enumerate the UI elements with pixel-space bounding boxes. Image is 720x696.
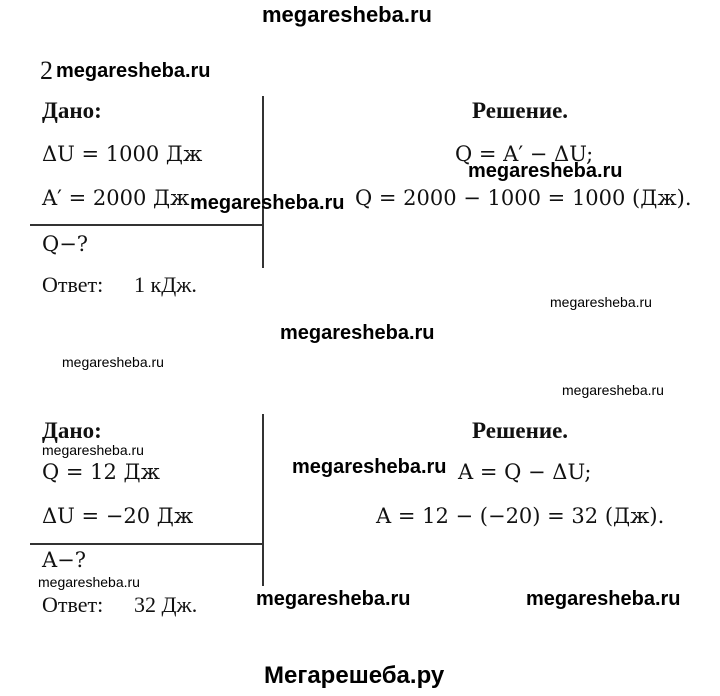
solution-heading: Решение. [472, 418, 569, 443]
given-heading: Дано: [42, 418, 102, 443]
solution-line: Q = 2000 − 1000 = 1000 (Дж). [355, 186, 692, 210]
header-site-title: megaresheba.ru [262, 2, 432, 27]
answer-label: Ответ: [42, 592, 104, 617]
given-heading: Дано: [42, 98, 102, 123]
watermark: megaresheba.ru [280, 322, 435, 344]
watermark: megaresheba.ru [256, 588, 411, 610]
divider-horizontal [30, 543, 262, 545]
divider-horizontal [30, 224, 262, 226]
answer-value: 32 Дж. [134, 592, 198, 617]
divider-vertical [262, 96, 264, 268]
watermark: megaresheba.ru [526, 588, 681, 610]
find-line: A−? [42, 548, 87, 572]
answer-label: Ответ: [42, 272, 104, 297]
watermark: megaresheba.ru [42, 442, 144, 458]
divider-vertical [262, 414, 264, 586]
solution-line: Q = A′ − ΔU; [455, 142, 594, 166]
watermark: megaresheba.ru [468, 160, 623, 182]
watermark: megaresheba.ru [550, 294, 652, 310]
given-line: ΔU = 1000 Дж [42, 142, 203, 166]
watermark: megaresheba.ru [62, 354, 164, 370]
footer-site-title: Мегарешеба.ру [264, 662, 445, 689]
watermark: megaresheba.ru [292, 456, 447, 478]
solution-line: A = 12 − (−20) = 32 (Дж). [376, 504, 665, 528]
problem-number: 2 [40, 56, 53, 85]
answer-value: 1 кДж. [134, 272, 197, 297]
given-line: A′ = 2000 Дж [42, 186, 190, 210]
watermark: megaresheba.ru [562, 382, 664, 398]
watermark: megaresheba.ru [38, 574, 140, 590]
watermark: megaresheba.ru [190, 192, 345, 214]
find-line: Q−? [42, 232, 89, 256]
solution-heading: Решение. [472, 98, 569, 123]
given-line: ΔU = −20 Дж [42, 504, 194, 528]
given-line: Q = 12 Дж [42, 460, 160, 484]
solution-line: A = Q − ΔU; [458, 460, 592, 484]
watermark: megaresheba.ru [56, 60, 211, 82]
